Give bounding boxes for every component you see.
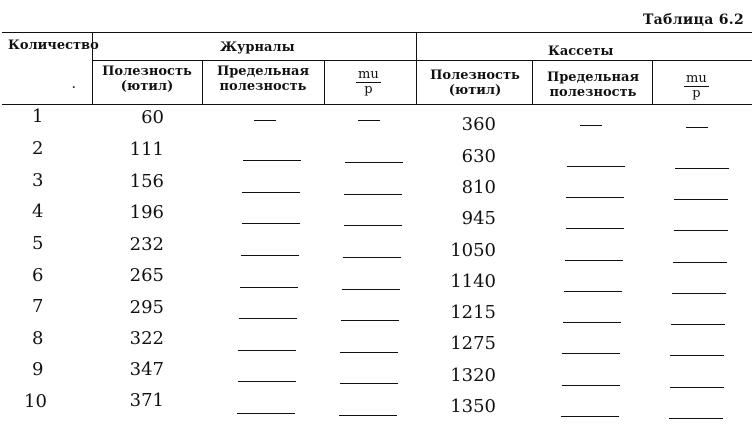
journals-mu-p-header: $\frac{mu}{p}$ <box>358 67 379 97</box>
quantity-cell: 10 <box>24 391 47 412</box>
quantity-cell: 6 <box>32 265 44 286</box>
cassettes-utility-cell: 360 <box>461 114 496 135</box>
cassettes-mu-p-blank <box>670 355 724 356</box>
journals-group-header: Журналы <box>220 40 295 55</box>
cassettes-col-divider-1 <box>532 60 533 104</box>
quantity-cell: 3 <box>32 170 44 191</box>
table-caption: Таблица 6.2 <box>642 12 744 28</box>
cassettes-mu-p-blank <box>673 262 727 263</box>
cassettes-marginal-blank <box>567 166 625 167</box>
journals-utility-cell: 156 <box>129 171 164 192</box>
journals-mu-p-blank <box>342 289 400 290</box>
quantity-cell: 1 <box>32 106 44 127</box>
cassettes-marginal-header: Предельная полезность <box>546 70 640 100</box>
quantity-cell: 8 <box>32 328 44 349</box>
cassettes-utility-header: Полезность (ютил) <box>430 68 520 98</box>
cassettes-utility-cell: 1275 <box>450 333 496 354</box>
journals-marginal-dash <box>254 120 276 121</box>
cassettes-mu-p-blank <box>671 324 725 325</box>
journals-marginal-blank <box>241 255 299 256</box>
quantity-header: Количество <box>8 38 99 53</box>
cassettes-marginal-blank <box>562 385 620 386</box>
journals-marginal-blank <box>242 223 300 224</box>
cassettes-utility-cell: 1215 <box>450 302 496 323</box>
journals-mu-p-blank <box>341 320 399 321</box>
cassettes-mu-p-header: $\frac{mu}{p}$ <box>686 71 707 101</box>
top-rule <box>2 32 752 33</box>
journals-mu-p-blank <box>344 194 402 195</box>
journals-marginal-blank <box>239 318 297 319</box>
cassettes-marginal-blank <box>566 197 624 198</box>
cassettes-utility-cell: 1350 <box>450 396 496 417</box>
cassettes-marginal-blank <box>564 291 622 292</box>
journals-mu-p-dash <box>358 120 380 121</box>
journals-utility-cell: 60 <box>141 107 164 128</box>
journals-utility-cell: 232 <box>129 234 164 255</box>
cassettes-group-header: Кассеты <box>548 44 614 59</box>
cassettes-utility-cell: 945 <box>461 208 496 229</box>
journals-mu-p-blank <box>344 225 402 226</box>
journals-mu-p-blank <box>340 352 398 353</box>
cassettes-col-divider-2 <box>652 60 653 104</box>
journals-marginal-blank <box>242 192 300 193</box>
quantity-cell: 4 <box>32 201 44 222</box>
journals-utility-cell: 196 <box>129 202 164 223</box>
journals-mu-p-blank <box>339 415 397 416</box>
cassettes-mu-p-blank <box>670 387 724 388</box>
cassettes-marginal-blank <box>563 322 621 323</box>
cassettes-mu-p-blank <box>674 199 728 200</box>
cassettes-mu-p-dash <box>686 127 708 128</box>
journals-col-divider-2 <box>324 60 325 104</box>
cassettes-utility-cell: 1320 <box>450 365 496 386</box>
journals-utility-header: Полезность (ютил) <box>102 64 192 94</box>
cassettes-marginal-blank <box>565 260 623 261</box>
journals-utility-cell: 265 <box>129 265 164 286</box>
cassettes-mu-p-blank <box>675 168 729 169</box>
group-rule <box>92 60 752 61</box>
journals-marginal-blank <box>243 160 301 161</box>
journals-utility-cell: 295 <box>129 297 164 318</box>
journals-utility-cell: 111 <box>129 139 164 160</box>
journals-mu-p-blank <box>340 383 398 384</box>
cassettes-mu-p-blank <box>672 293 726 294</box>
cassettes-utility-cell: 630 <box>461 146 496 167</box>
journals-marginal-blank <box>240 287 298 288</box>
journals-marginal-blank <box>237 413 295 414</box>
cassettes-utility-cell: 1050 <box>450 240 496 261</box>
cassettes-marginal-blank <box>566 228 624 229</box>
quantity-cell: 7 <box>32 296 44 317</box>
journals-utility-cell: 347 <box>129 359 164 380</box>
quantity-cell: 9 <box>32 359 44 380</box>
journals-mu-p-blank <box>345 162 403 163</box>
journals-marginal-blank <box>238 381 296 382</box>
cassettes-marginal-dash <box>580 125 602 126</box>
journals-col-divider-1 <box>202 60 203 104</box>
journals-mu-p-blank <box>343 257 401 258</box>
cassettes-marginal-blank <box>561 416 619 417</box>
quantity-header-dot: . <box>72 80 76 91</box>
quantity-cell: 2 <box>32 138 44 159</box>
cassettes-utility-cell: 810 <box>461 177 496 198</box>
journals-marginal-blank <box>238 350 296 351</box>
cassettes-mu-p-blank <box>674 230 728 231</box>
journals-utility-cell: 322 <box>129 328 164 349</box>
quantity-cell: 5 <box>32 233 44 254</box>
group-divider <box>416 32 417 104</box>
header-bottom-rule <box>2 104 752 105</box>
journals-utility-cell: 371 <box>129 390 164 411</box>
cassettes-utility-cell: 1140 <box>450 271 496 292</box>
journals-marginal-header: Предельная полезность <box>216 64 310 94</box>
cassettes-mu-p-blank <box>669 418 723 419</box>
cassettes-marginal-blank <box>562 353 620 354</box>
